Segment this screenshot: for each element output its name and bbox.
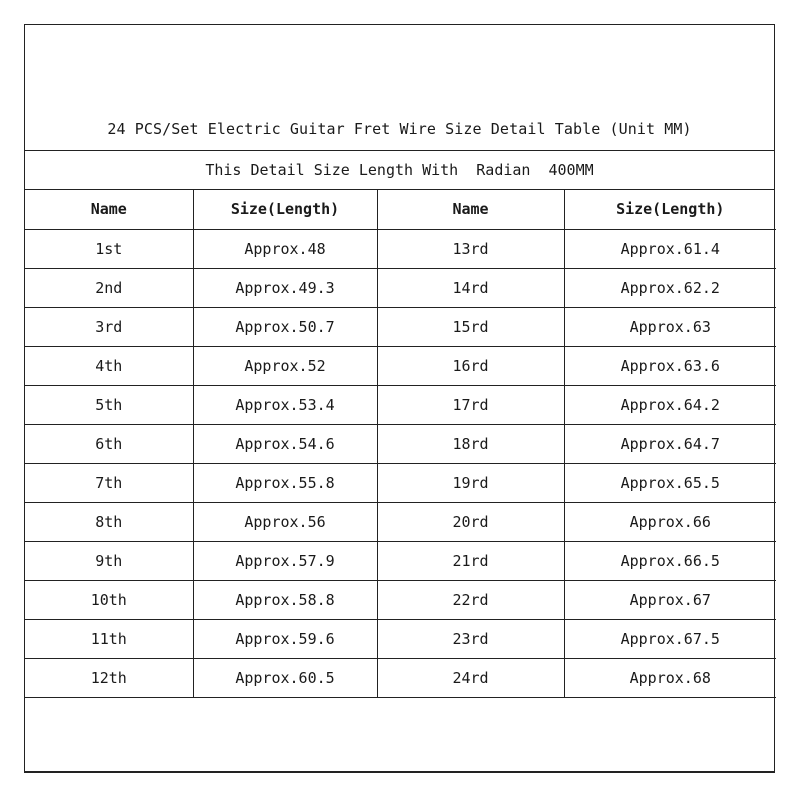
table-body	[25, 229, 776, 697]
table-row	[25, 463, 776, 502]
fret-size-cell: Approx.53.4	[193, 385, 377, 424]
header-name-left: Name	[25, 190, 193, 229]
fret-name-cell: 4th	[25, 346, 193, 385]
table-row	[25, 502, 776, 541]
fret-name-cell: 17rd	[377, 385, 564, 424]
fret-size-cell: Approx.54.6	[193, 424, 377, 463]
size-table-frame	[24, 24, 775, 773]
fret-name-cell: 21rd	[377, 541, 564, 580]
fret-name-cell: 20rd	[377, 502, 564, 541]
table-row	[25, 385, 776, 424]
table-row	[25, 424, 776, 463]
fret-name-cell: 12th	[25, 658, 193, 697]
fret-size-cell: Approx.62.2	[564, 268, 776, 307]
fret-name-cell: 19rd	[377, 463, 564, 502]
table-row	[25, 541, 776, 580]
fret-name-cell: 6th	[25, 424, 193, 463]
fret-size-cell: Approx.48	[193, 229, 377, 268]
fret-name-cell: 24rd	[377, 658, 564, 697]
table-row	[25, 580, 776, 619]
fret-name-cell: 9th	[25, 541, 193, 580]
fret-name-cell: 2nd	[25, 268, 193, 307]
fret-name-cell: 14rd	[377, 268, 564, 307]
title-row	[25, 25, 774, 151]
fret-size-cell: Approx.50.7	[193, 307, 377, 346]
table-row	[25, 307, 776, 346]
fret-size-cell: Approx.61.4	[564, 229, 776, 268]
fret-size-cell: Approx.68	[564, 658, 776, 697]
fret-size-cell: Approx.66	[564, 502, 776, 541]
fret-size-cell: Approx.67.5	[564, 619, 776, 658]
fret-size-cell: Approx.67	[564, 580, 776, 619]
fret-size-cell: Approx.49.3	[193, 268, 377, 307]
table-row	[25, 619, 776, 658]
fret-name-cell: 10th	[25, 580, 193, 619]
fret-size-cell: Approx.55.8	[193, 463, 377, 502]
fret-name-cell: 16rd	[377, 346, 564, 385]
table-row	[25, 346, 776, 385]
fret-name-cell: 23rd	[377, 619, 564, 658]
table-row	[25, 658, 776, 697]
fret-size-cell: Approx.58.8	[193, 580, 377, 619]
fret-size-cell: Approx.63	[564, 307, 776, 346]
table-row	[25, 268, 776, 307]
fret-size-cell: Approx.52	[193, 346, 377, 385]
fret-name-cell: 3rd	[25, 307, 193, 346]
fret-name-cell: 15rd	[377, 307, 564, 346]
table-title: 24 PCS/Set Electric Guitar Fret Wire Size Detail Table (Unit MM)	[107, 120, 692, 138]
fret-size-cell: Approx.65.5	[564, 463, 776, 502]
fret-size-cell: Approx.63.6	[564, 346, 776, 385]
fret-size-cell: Approx.64.7	[564, 424, 776, 463]
table-subtitle: This Detail Size Length With Radian 400MM	[25, 151, 774, 190]
fret-name-cell: 8th	[25, 502, 193, 541]
fret-name-cell: 11th	[25, 619, 193, 658]
fret-name-cell: 22rd	[377, 580, 564, 619]
header-size-left: Size(Length)	[193, 190, 377, 229]
fret-name-cell: 5th	[25, 385, 193, 424]
fret-size-cell: Approx.60.5	[193, 658, 377, 697]
fret-size-cell: Approx.57.9	[193, 541, 377, 580]
table-row	[25, 229, 776, 268]
header-row	[25, 190, 776, 229]
fret-name-cell: 13rd	[377, 229, 564, 268]
header-name-right: Name	[377, 190, 564, 229]
fret-size-cell: Approx.64.2	[564, 385, 776, 424]
header-size-right: Size(Length)	[564, 190, 776, 229]
fret-name-cell: 18rd	[377, 424, 564, 463]
fret-size-cell: Approx.56	[193, 502, 377, 541]
fret-size-cell: Approx.66.5	[564, 541, 776, 580]
fret-name-cell: 7th	[25, 463, 193, 502]
fret-size-table	[25, 190, 776, 698]
fret-size-cell: Approx.59.6	[193, 619, 377, 658]
fret-name-cell: 1st	[25, 229, 193, 268]
